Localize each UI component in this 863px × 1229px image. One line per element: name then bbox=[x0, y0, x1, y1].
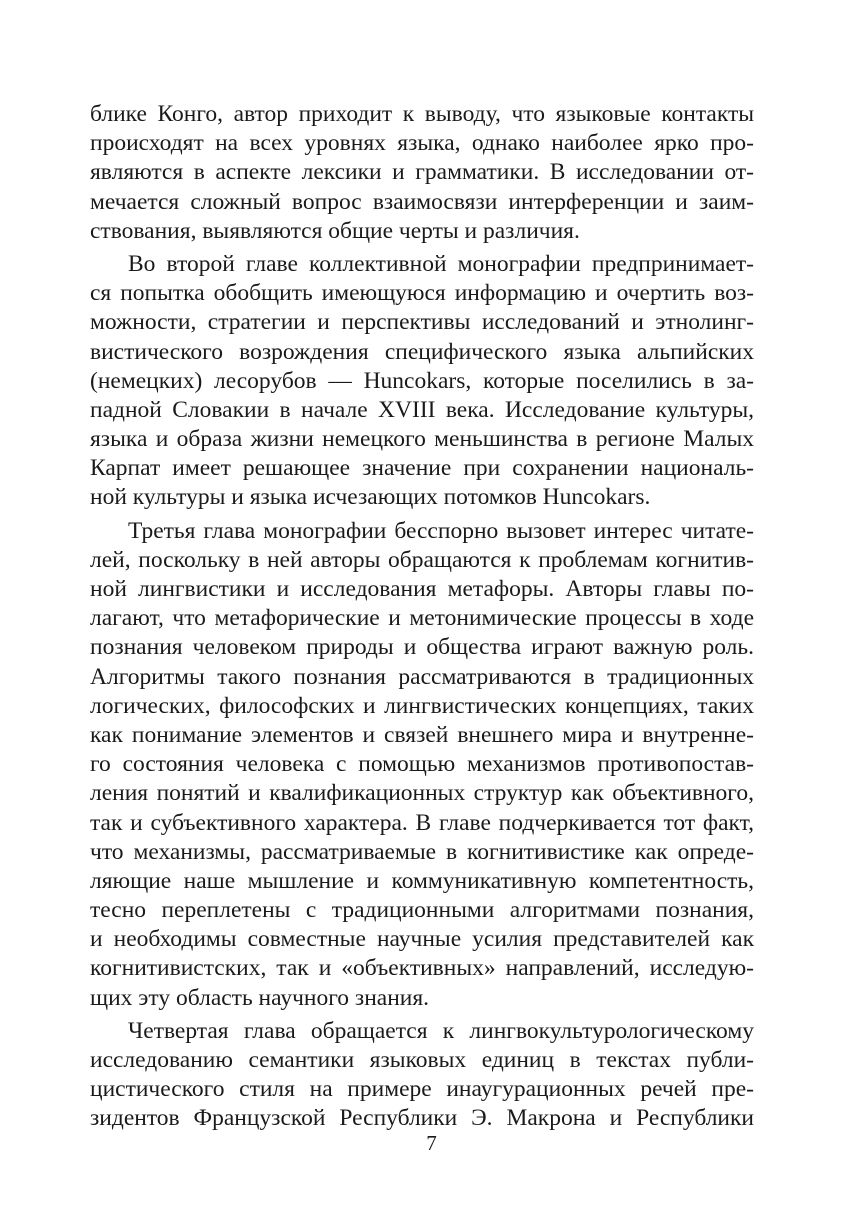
text-line: Алгоритмы такого познания рассматриваются в традиционных bbox=[90, 663, 754, 690]
text-line: Третья глава монографии бесспорно вызовет интерес читате- bbox=[128, 517, 754, 544]
text-line: ствования, выявляются общие черты и различия. bbox=[90, 217, 580, 244]
text-line: щих эту область научного знания. bbox=[90, 984, 430, 1011]
text-line: ной культуры и языка исчезающих потомков Huncokars. bbox=[90, 484, 651, 511]
text-line: Во второй главе коллективной монографии предпринимает- bbox=[128, 250, 754, 277]
text-line: происходят на всех уровнях языка, однако наиболее ярко про- bbox=[90, 130, 754, 157]
text-line: ляющие наше мышление и коммуникативную компетентность, bbox=[90, 867, 754, 894]
text-line: блике Конго, автор приходит к выводу, что языковые контакты bbox=[90, 101, 754, 127]
text-line: тесно переплетены с традиционными алгоритмами познания, bbox=[90, 897, 754, 924]
text-line: ления понятий и квалификационных структур как объективного, bbox=[90, 780, 754, 807]
text-line: исследованию семантики языковых единиц в текстах публи- bbox=[90, 1047, 754, 1073]
paragraph bbox=[90, 100, 754, 246]
text-line: (немецких) лесорубов — Huncokars, которые поселились в за- bbox=[90, 367, 754, 394]
text-line: цистического стиля на примере инаугурационных речей пре- bbox=[90, 1076, 754, 1103]
text-line: лагают, что метафорические и метонимические процессы в ходе bbox=[90, 605, 754, 632]
text-line: и необходимы совместные научные усилия представителей как bbox=[90, 926, 754, 953]
text-line: являются в аспекте лексики и грамматики. В исследовании от- bbox=[90, 159, 754, 186]
text-line: познания человеком природы и общества играют важную роль. bbox=[90, 634, 754, 661]
text-line: зидентов Французской Республики Э. Макрона и Республики bbox=[90, 1105, 754, 1132]
text-line: ной лингвистики и исследования метафоры. Авторы главы по- bbox=[90, 576, 754, 602]
text-line: мечается сложный вопрос взаимосвязи интерференции и заим- bbox=[90, 188, 754, 215]
body-text bbox=[90, 100, 754, 1134]
text-line: когнитивистских, так и «объективных» направлений, исследую- bbox=[90, 955, 754, 982]
page-number: 7 bbox=[426, 1131, 437, 1155]
text-line: падной Словакии в начале XVIII века. Исследование культуры, bbox=[90, 396, 754, 423]
text-line: языка и образа жизни немецкого меньшинства в регионе Малых bbox=[90, 426, 754, 453]
text-line: го состояния человека с помощью механизмов противопостав- bbox=[90, 751, 754, 778]
paragraph bbox=[90, 517, 754, 1013]
text-line: как понимание элементов и связей внешнего мира и внутренне- bbox=[90, 721, 754, 748]
text-line: что механизмы, рассматриваемые в когнитивистике как опреде- bbox=[90, 838, 754, 865]
text-line: можности, стратегии и перспективы исследований и этнолинг- bbox=[90, 309, 754, 336]
text-line: ся попытка обобщить имеющуюся информацию и очертить воз- bbox=[90, 280, 754, 307]
text-line: вистического возрождения специфического языка альпийских bbox=[90, 338, 754, 365]
paragraph bbox=[90, 1017, 754, 1134]
text-line: логических, философских и лингвистических концепциях, таких bbox=[90, 692, 754, 719]
text-line: Карпат имеет решающее значение при сохранении националь- bbox=[90, 455, 754, 482]
text-line: лей, поскольку в ней авторы обращаются к проблемам когнитив- bbox=[90, 546, 754, 573]
text-line: так и субъективного характера. В главе подчеркивается тот факт, bbox=[90, 809, 754, 836]
text-line: Четвертая глава обращается к лингвокультурологическому bbox=[128, 1017, 754, 1044]
paragraph bbox=[90, 250, 754, 513]
